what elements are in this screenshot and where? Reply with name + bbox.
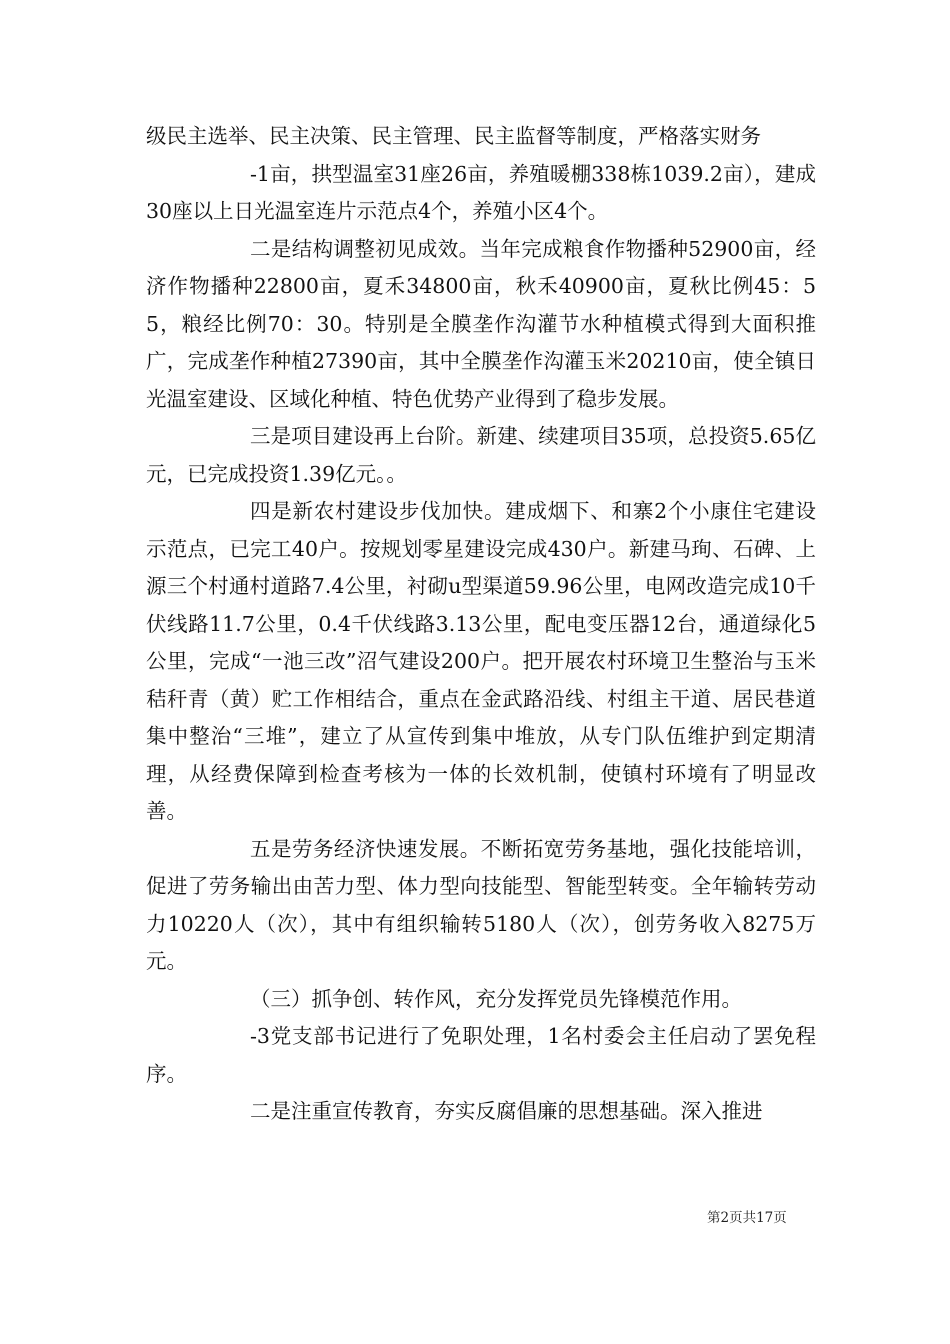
paragraph-9: 二是注重宣传教育，夯实反腐倡廉的思想基础。深入推进: [250, 1099, 763, 1123]
page-number-footer: 第2页共17页: [707, 1210, 787, 1226]
paragraph-5: 四是新农村建设步伐加快。建成烟下、和寨2个小康住宅建设示范点，已完工40户。按规划零星建设完成430户。新建马珣、石碑、上源三个村通村道路7.4公里，衬砌u型渠道59.96公里，电网改造完成10千伏线路11.7公里，0.4千伏线路3.13公里，配电变压器12台，通道绿化5公里，完成“一池三改”沼气建设200户。把开展农村环境卫生整治与玉米秸秆青（黄）贮工作相结合，重点在金武路沿线、村组主干道、居民巷道集中整治“三堆”，建立了从宣传到集中堆放，从专门队伍维护到定期清理，从经费保障到检查考核为一体的长效机制，使镇村环境有了明显改善。: [146, 499, 816, 823]
paragraph-1: 级民主选举、民主决策、民主管理、民主监督等制度，严格落实财务: [146, 124, 761, 148]
paragraph-8: -3党支部书记进行了免职处理，1名村委会主任启动了罢免程序。: [146, 1024, 816, 1086]
paragraph-3: 二是结构调整初见成效。当年完成粮食作物播种52900亩，经济作物播种22800亩，夏禾34800亩，秋禾40900亩，夏秋比例45：55，粮经比例70：30。特别是全膜垄作沟灌节水种植模式得到大面积推广，完成垄作种植27390亩，其中全膜垄作沟灌玉米20210亩，使全镇日光温室建设、区域化种植、特色优势产业得到了稳步发展。: [146, 236, 816, 411]
paragraph-6: 五是劳务经济快速发展。不断拓宽劳务基地，强化技能培训，促进了劳务输出由苦力型、体力型向技能型、智能型转变。全年输转劳动力10220人（次），其中有组织输转5180人（次），创劳务收入8275万元。: [146, 836, 816, 973]
document-page: [146, 118, 816, 1131]
paragraph-4: 三是项目建设再上台阶。新建、续建项目35项，总投资5.65亿元，已完成投资1.39亿元。。: [146, 424, 816, 486]
paragraph-2: -1亩，拱型温室31座26亩，养殖暖棚338栋1039.2亩），建成30座以上日光温室连片示范点4个，养殖小区4个。: [146, 161, 816, 223]
paragraph-7: （三）抓争创、转作风，充分发挥党员先锋模范作用。: [250, 986, 742, 1011]
